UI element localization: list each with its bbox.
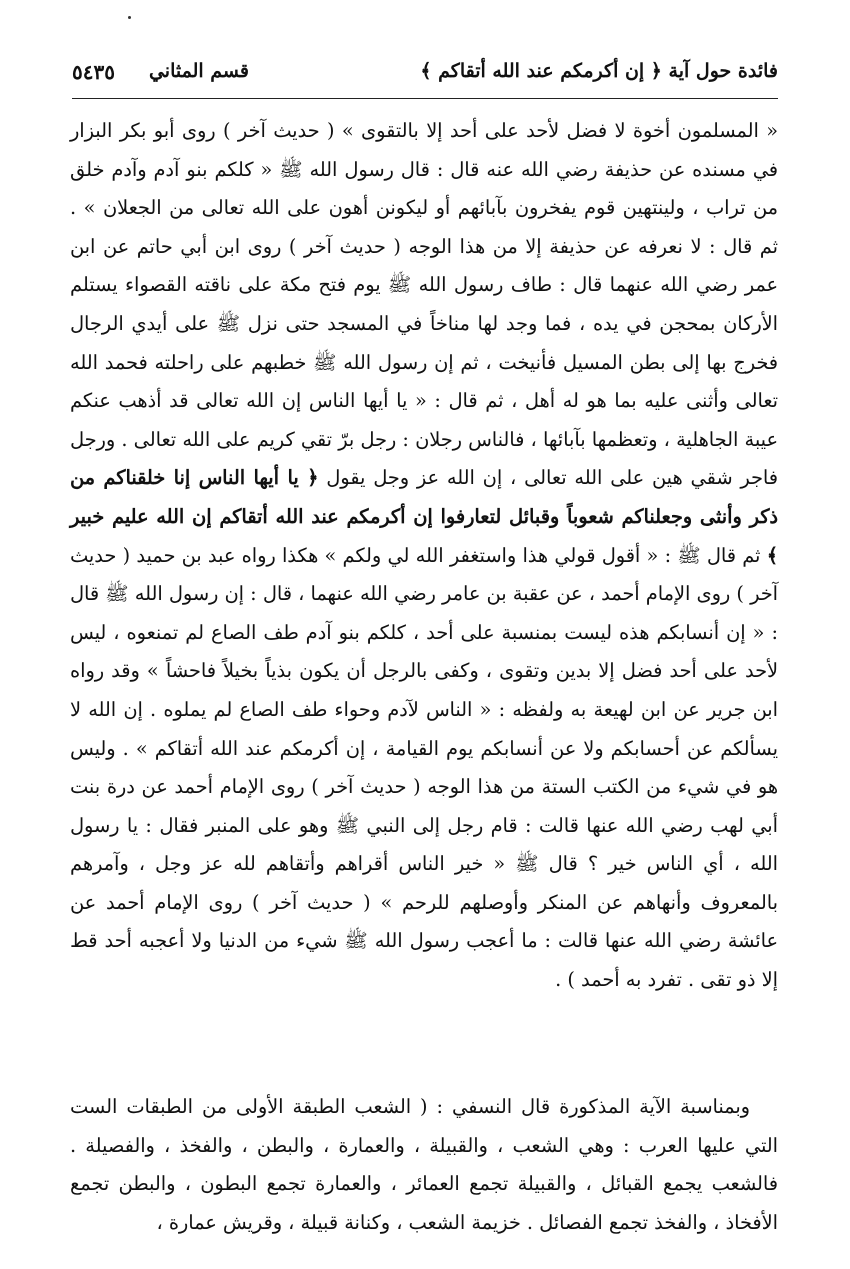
paragraph-2: وبمناسبة الآية المذكورة قال النسفي : ( الشعب الطبقة الأولى من الطبقات الست التي عليها العرب : وهي الشعب ، والقبيلة ، والعمارة ، والبطن ، والفخذ ، والفصيلة . فالشعب يجمع القبائل ، والقبيلة تجمع العمائر ، والعمارة تجمع البطون ، والبطن تجمع الأفخاذ ، والفخذ تجمع الفصائل . خزيمة الشعب ، وكنانة قبيلة ، وقريش عمارة ، [70,1095,778,1234]
running-title: فائدة حول آية ﴿ إن أكرمكم عند الله أتقاكم ﴾ [420,60,778,82]
text-part-1: « المسلمون أخوة لا فضل لأحد على أحد إلا بالتقوى » ( حديث آخر ) روى أبو بكر البزار في مسنده عن حذيفة رضي الله عنه قال : قال رسول الله ﷺ « كلكم بنو آدم وآدم خلق من تراب ، ولينتهين قوم يفخرون بآبائهم أو ليكونن أهون على الله تعالى من الجعلان » . ثم قال : لا نعرفه عن حذيفة إلا من هذا الوجه ( حديث آخر ) روى ابن أبي حاتم عن ابن عمر رضي الله عنهما قال : طاف رسول الله ﷺ يوم فتح مكة على ناقته القصواء يستلم الأركان بمحجن في يده ، فما وجد لها مناخاً في المسجد حتى نزل ﷺ على أيدي الرجال فخرج بها إلى بطن المسيل فأنيخت ، ثم إن رسول الله ﷺ خطبهم على راحلته فحمد الله تعالى وأثنى عليه بما هو له أهل ، ثم قال : « يا أيها الناس إن الله تعالى قد أذهب عنكم عيبة الجاهلية ، وتعظمها بآبائها ، فالناس رجلان : رجل برّ تقي كريم على الله تعالى . ورجل فاجر شقي هين على الله تعالى ، إن الله عز وجل يقول [70,119,778,490]
text-part-2: ثم قال ﷺ : « أقول قولي هذا واستغفر الله لي ولكم » هكذا رواه عبد بن حميد ( حديث آخر ) روى الإمام أحمد ، عن عقبة بن عامر رضي الله عنهما ، قال : إن رسول الله ﷺ قال : « إن أنسابكم هذه ليست بمنسبة على أحد ، كلكم بنو آدم طف الصاع لم تمنعوه ، ليس لأحد على أحد فضل إلا بدين وتقوى ، وكفى بالرجل أن يكون بذياً بخيلاً فاحشاً » وقد رواه ابن جرير عن ابن لهيعة به ولفظه : « الناس لآدم وحواء طف الصاع لم يملوه . إن الله لا يسألكم عن أحسابكم ولا عن أنسابكم يوم القيامة ، إن أكرمكم عند الله أتقاكم » . وليس هو في شيء من الكتب الستة من هذا الوجه ( حديث آخر ) روى الإمام أحمد عن درة بنت أبي لهب رضي الله عنها قالت : قام رجل إلى النبي ﷺ وهو على المنبر فقال : يا رسول الله ، أي الناس خير ؟ قال ﷺ « خير الناس أقراهم وأتقاهم لله عز وجل ، وآمرهم بالمعروف وأنهاهم عن المنكر وأوصلهم للرحم » ( حديث آخر ) روى الإمام أحمد عن عائشة رضي الله عنها قالت : ما أعجب رسول الله ﷺ شيء من الدنيا ولا أعجبه أحد قط إلا ذو تقى . تفرد به أحمد ) . [70,543,778,992]
page-speck [128,16,131,19]
page-number: ٥٤٣٥ [72,60,115,84]
main-text [70,112,778,1000]
paragraph-1 [70,112,778,1000]
quran-verse: ﴿ يا أيها الناس إنا خلقناكم من ذكر وأنثى وجعلناكم شعوباً وقبائل لتعارفوا إن أكرمكم عند الله أتقاكم إن الله عليم خبير ﴾ [70,466,778,567]
header-left-group [72,60,249,84]
header-rule [72,98,778,99]
section-label: قسم المثاني [148,60,249,82]
page-header [72,60,778,94]
second-paragraph-block [70,1088,778,1242]
